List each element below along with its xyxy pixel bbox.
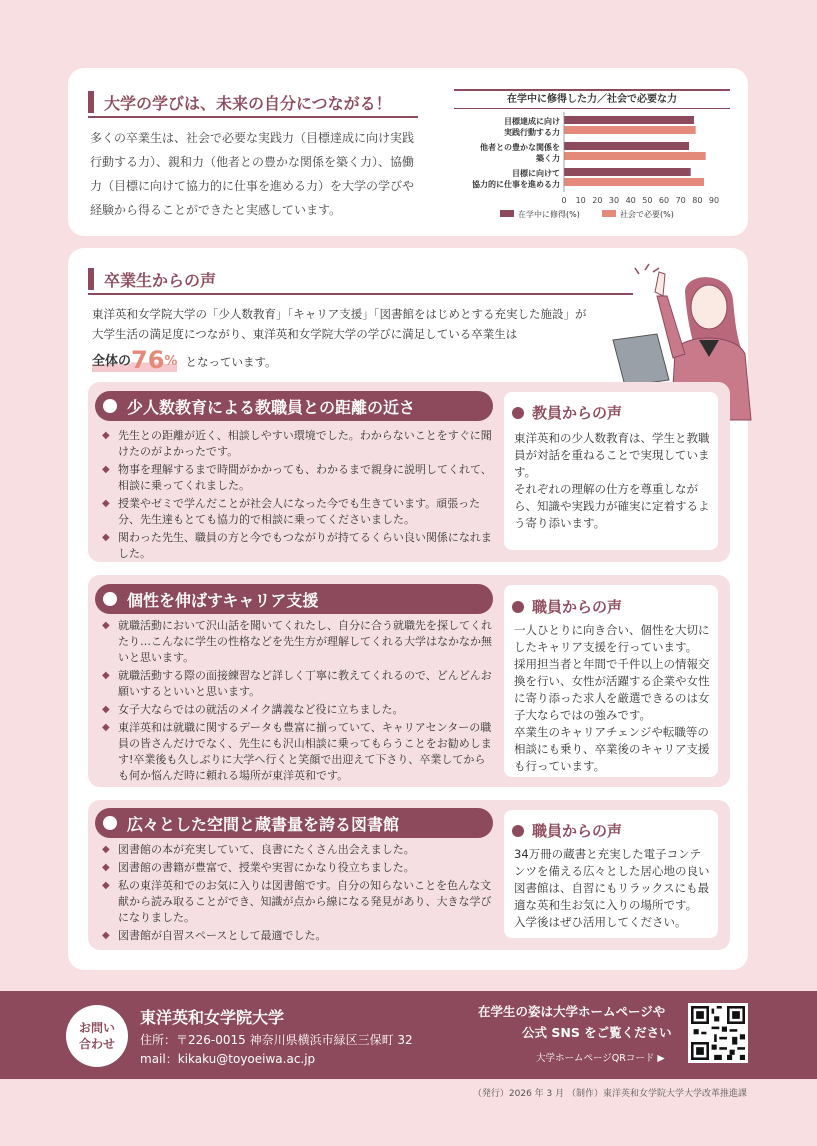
heading-mark [88,268,94,290]
stat-suffix: となっています。 [185,355,277,369]
intro-line-2: 大学生活の満足度につながり、東洋英和女学院大学の学びに満足している卒業生は [92,327,518,341]
list-item: ◆ 私の東洋英和でのお気に入りは図書館です。自分の知らないことを色んな文献から読み取ることができ、知識が点から線になる発見があり、大きな学びになりました。 [102,878,494,926]
chart-category-label: 目標達成に向け [504,117,560,126]
chart-bar [564,152,706,160]
chart-category-label: 築く力 [536,154,560,163]
chart-tick-label: 20 [592,196,603,205]
chart-category-label: 他者との豊かな関係を [480,143,560,152]
staff-voice-title: 職員からの声 [512,596,622,617]
skills-bar-chart [452,110,742,225]
section-title-career-support: 個性を伸ばすキャリア支援 [95,584,493,614]
bullet-dot-icon [103,592,117,606]
colophon: （発行）2026 年 3 月 （制作）東洋英和女学院大学大学改革推進課 [472,1089,747,1099]
chart-tick-label: 50 [642,196,653,205]
chart-tick-label: 40 [625,196,636,205]
alumni-comments-list [102,428,494,564]
chart-bar [564,178,704,186]
stat-prefix: 全体の [92,352,131,372]
intro-paragraph: 多くの卒業生は、社会で必要な実践力（目標達成に向け実践行動する力）、親和力（他者との豊かな関係を築く力）、協働力（目標に向けて協力的に仕事を進める力）を大学の学びや経験から得ることができたと実感しています。 [90,131,415,217]
chart-bar [564,142,689,150]
bullet-dot-icon [512,601,524,613]
bullet-dot-icon [103,399,117,413]
faculty-voice-title: 教員からの声 [512,402,622,423]
section-title-library: 広々とした空間と蔵書量を誇る図書館 [95,808,493,838]
faculty-voice-body: 東洋英和の少人数教育は、学生と教職員が対話を重ねることで実現しています。 それぞれの理解の仕方を尊重しながら、知識や実践力が確実に定着するよう寄り添います。 [514,431,710,530]
list-item: ◆ 図書館の本が充実していて、良書にたくさん出会えました。 [102,842,494,858]
bullet-dot-icon [512,825,524,837]
chart-legend-swatch [602,210,616,217]
university-name: 東洋英和女学院大学 [140,1008,285,1027]
chart-title: 在学中に修得した力／社会で必要な力 [454,89,730,109]
list-item: ◆ 就職活動する際の面接練習など詳しく丁寧に教えてくれるので、どんどんお願いするといいと思います。 [102,668,494,700]
stat-number: 76 [131,346,165,374]
list-item: ◆ 授業やゼミで学んだことが社会人になった今でも生きています。頑張った分、先生達もとても協力的で相談に乗ってくださいました。 [102,496,494,528]
chart-tick-label: 70 [675,196,686,205]
bullet-dot-icon [103,816,117,830]
list-item: ◆ 図書館の書籍が豊富で、授業や実習にかなり役立ちました。 [102,860,494,876]
list-item: ◆ 物事を理解するまで時間がかかっても、わかるまで親身に説明してくれて、相談に乗ってくれました。 [102,462,494,494]
stat-percent: % [164,352,177,372]
list-item: ◆ 先生との距離が近く、相談しやすい環境でした。わからないことをすぐに聞けたのがよかったです。 [102,428,494,460]
list-item: ◆ 図書館が自習スペースとして最適でした。 [102,928,494,944]
contact-badge: お問い 合わせ [66,1005,128,1067]
chart-legend-label: 社会で必要(%) [620,210,674,219]
address-text: 住所：〒226-0015 神奈川県横浜市緑区三保町 32 [140,1033,413,1047]
chart-category-label: 実践行動する力 [504,128,560,137]
stat-line [92,348,652,372]
chart-tick-label: 90 [708,196,720,205]
qr-pattern [691,1006,745,1060]
qr-label[interactable]: 大学ホームページQRコード ▶ [536,1053,665,1064]
chart-tick-label: 30 [608,196,620,205]
chart-bar [564,168,691,176]
heading-mark [88,91,94,113]
promo-line-2: 公式 SNS をご覧ください [522,1025,672,1040]
intro-line-1: 東洋英和女学院大学の「少人数教育」「キャリア支援」「図書館をはじめとする充実した施設」が [92,307,587,321]
list-item: ◆ 就職活動において沢山話を聞いてくれたし、自分に合う就職先を探してくれたり…こんなに学生の性格などを先生方が理解してくれる大学はなかなか無いと思います。 [102,618,494,666]
promo-line-1: 在学生の姿は大学ホームページや [478,1004,666,1019]
voices-intro [92,304,652,372]
chart-tick-label: 80 [692,196,703,205]
alumni-comments-list [102,618,494,786]
bullet-dot-icon [512,407,524,419]
chart-tick-label: 10 [575,196,586,205]
chart-category-label: 目標に向けて [512,169,560,178]
chart-legend-swatch [500,210,514,217]
intro-heading: 大学の学びは、未来の自分につながる！ [88,88,418,118]
staff-voice-body: 一人ひとりに向き合い、個性を大切にしたキャリア支援を行っています。 採用担当者と年間で千件以上の情報交換を行い、女性が活躍する企業や女性に寄り添った求人を厳選できるのは女子大ならではの強みです。 卒業生のキャリアチェンジや転職等の相談にも乗り、卒業後のキャリア支援も行っています。 [514,623,710,773]
alumni-comments-list [102,842,494,946]
chart-bar [564,126,696,134]
qr-code-icon[interactable] [688,1003,748,1063]
chart-category-label: 協力的に仕事を進める力 [472,180,560,189]
chart-bar [564,116,694,124]
list-item: ◆ 関わった先生、職員の方と今でもつながりが持てるくらい良い関係になれました。 [102,530,494,562]
chart-tick-label: 0 [561,196,567,205]
list-item: ◆ 女子大ならではの就活のメイク講義など役に立ちました。 [102,702,494,718]
library-staff-voice-body: 34万冊の蔵書と充実した電子コンテンツを備える広々とした居心地の良い図書館は、自習にもリラックスにも最適な英和生お気に入りの場所です。 入学後はぜひ活用してください。 [514,847,710,929]
section-title-small-classes: 少人数教育による教職員との距離の近さ [95,391,493,421]
mail-link[interactable]: mail：kikaku@toyoeiwa.ac.jp [140,1052,316,1066]
list-item: ◆ 東洋英和は就職に関するデータも豊富に揃っていて、キャリアセンターの職員の皆さんだけでなく、先生にも沢山相談に乗ってもらうことをお勧めします!卒業後も久しぶりに大学へ行くと笑顔で出迎えて下さり、卒業してからも何か悩んだ時に頼れる場所が東洋英和です。 [102,720,494,784]
chart-legend-label: 在学中に修得(%) [518,210,580,219]
voices-heading: 卒業生からの声 [88,265,633,295]
chart-tick-label: 60 [658,196,670,205]
library-staff-voice-title: 職員からの声 [512,820,622,841]
